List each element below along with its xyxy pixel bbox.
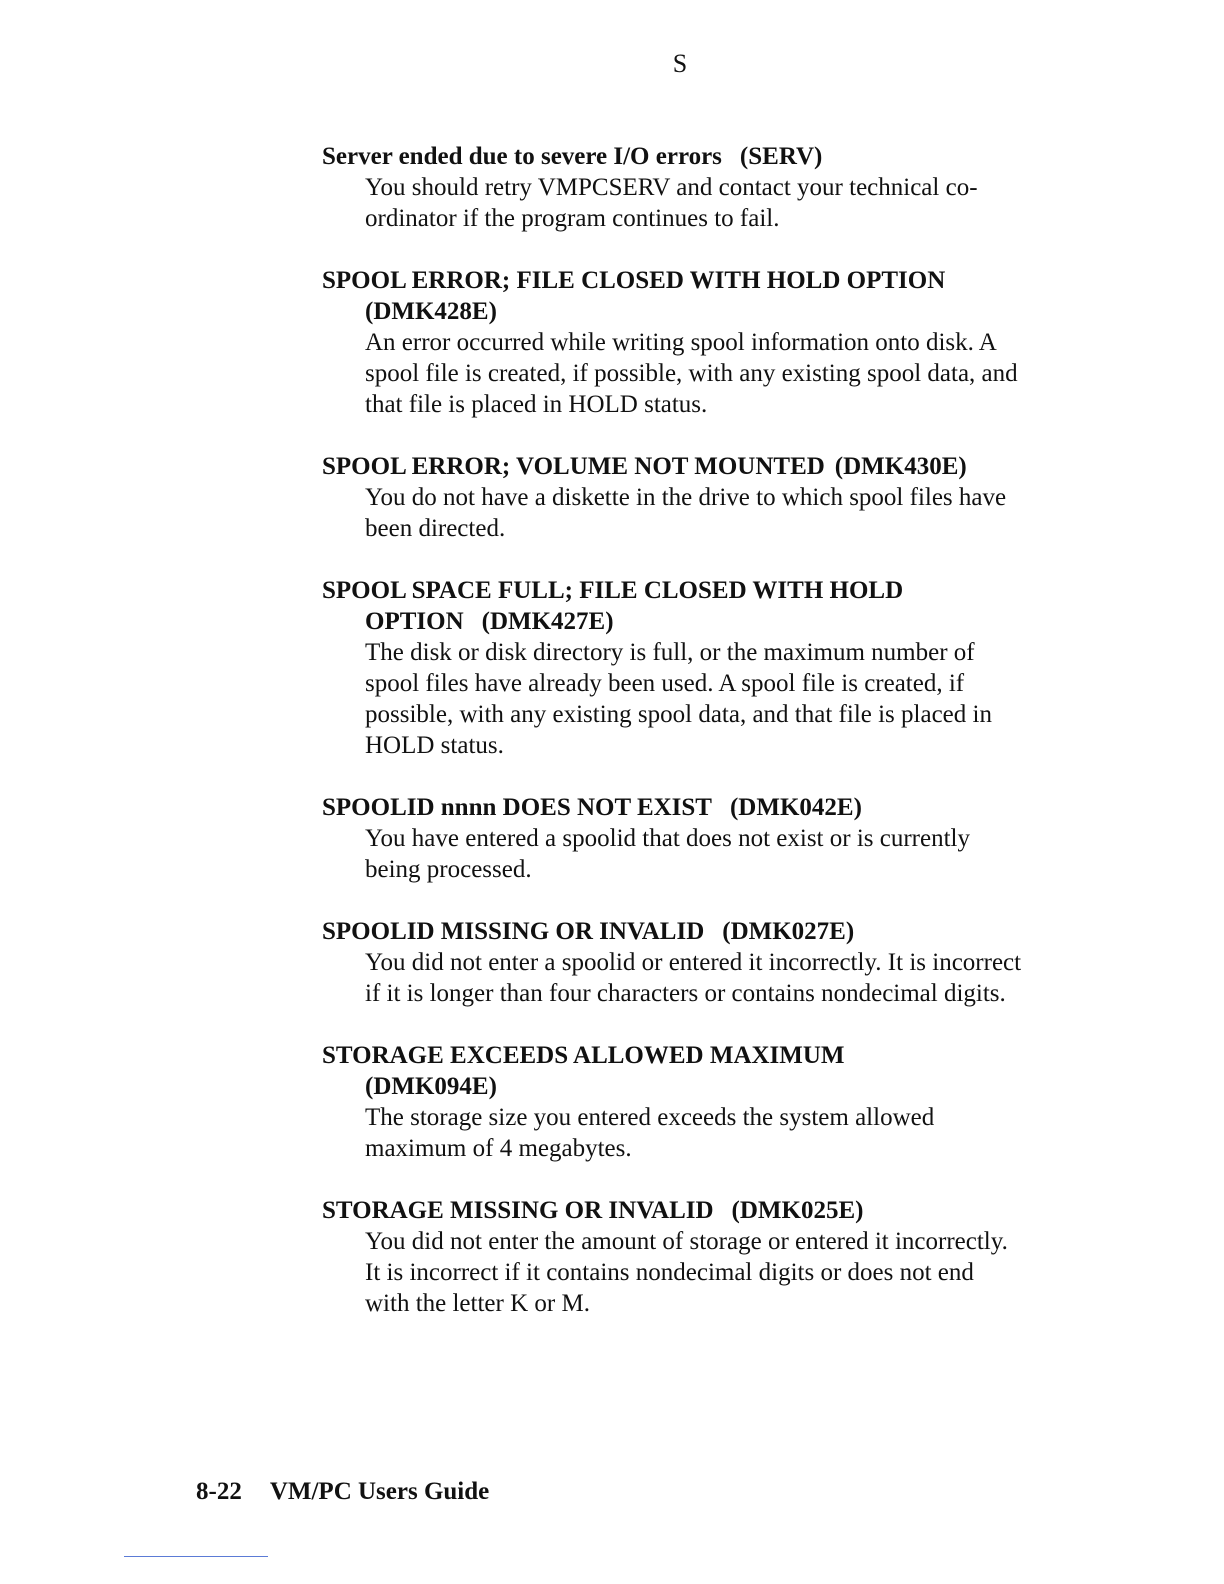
- book-title: VM/PC Users Guide: [269, 1478, 490, 1505]
- message-heading: [322, 141, 1022, 172]
- message-entry: [322, 575, 1022, 761]
- message-code: (DMK042E): [729, 794, 862, 821]
- message-entry: [322, 792, 1022, 885]
- message-entry: [322, 1040, 1022, 1164]
- message-explanation: The disk or disk directory is full, or the maximum number of spool files have already been used. A spool file is created, if possible, with any existing spool data, and that file is placed in HOLD status.: [365, 639, 992, 759]
- message-heading: [322, 1195, 1022, 1226]
- message-text: STORAGE EXCEEDS ALLOWED MAXIMUM: [322, 1042, 845, 1069]
- message-text: Server ended due to severe I/O errors: [322, 143, 722, 170]
- message-explanation: You did not enter the amount of storage or entered it incorrectly. It is incorrect if it contains nondecimal digits or does not end with the letter K or M.: [365, 1228, 1008, 1317]
- message-heading: [322, 916, 1022, 947]
- message-explanation: You did not enter a spoolid or entered it incorrectly. It is incorrect if it is longer than four characters or contains nondecimal digits.: [365, 949, 1022, 1007]
- message-explanation: An error occurred while writing spool information onto disk. A spool file is created, if possible, with any existing spool data, and that file is placed in HOLD status.: [365, 329, 1018, 418]
- message-entry: [322, 1195, 1022, 1319]
- page-number: 8-22: [196, 1478, 242, 1505]
- message-code: (DMK027E): [722, 918, 855, 945]
- message-explanation: You have entered a spoolid that does not exist or is currently being processed.: [365, 825, 970, 883]
- message-text: SPOOL ERROR; FILE CLOSED WITH HOLD OPTION: [322, 267, 946, 294]
- message-list: [322, 141, 1022, 1350]
- message-explanation: You should retry VMPCSERV and contact your technical co-ordinator if the program continues to fail.: [365, 174, 978, 232]
- message-code: (DMK025E): [731, 1197, 864, 1224]
- message-text: SPOOLID MISSING OR INVALID: [322, 918, 705, 945]
- footer-rule: [124, 1556, 268, 1557]
- section-letter: S: [672, 49, 688, 78]
- message-entry: [322, 451, 1022, 544]
- message-heading: [322, 451, 1022, 482]
- message-entry: [322, 916, 1022, 1009]
- message-text: SPOOLID nnnn DOES NOT EXIST: [322, 794, 712, 821]
- message-heading: [322, 792, 1022, 823]
- message-entry: [322, 265, 1022, 420]
- message-code: (DMK094E): [365, 1073, 497, 1100]
- message-entry: [322, 141, 1022, 234]
- message-explanation: You do not have a diskette in the drive to which spool files have been directed.: [365, 484, 1007, 542]
- message-text: STORAGE MISSING OR INVALID: [322, 1197, 714, 1224]
- message-code: (DMK430E): [834, 453, 967, 480]
- message-heading: [322, 265, 1022, 327]
- message-code: (DMK427E): [481, 608, 614, 635]
- message-code: (DMK428E): [365, 298, 497, 325]
- message-code: (SERV): [739, 143, 823, 170]
- page-footer: [196, 1476, 489, 1507]
- message-text: SPOOL ERROR; VOLUME NOT MOUNTED: [322, 453, 825, 480]
- message-heading: [322, 575, 1022, 637]
- message-heading: [322, 1040, 1022, 1102]
- message-explanation: The storage size you entered exceeds the system allowed maximum of 4 megabytes.: [365, 1104, 935, 1162]
- message-text: SPOOL SPACE FULL; FILE CLOSED WITH HOLD OPTION: [322, 577, 904, 635]
